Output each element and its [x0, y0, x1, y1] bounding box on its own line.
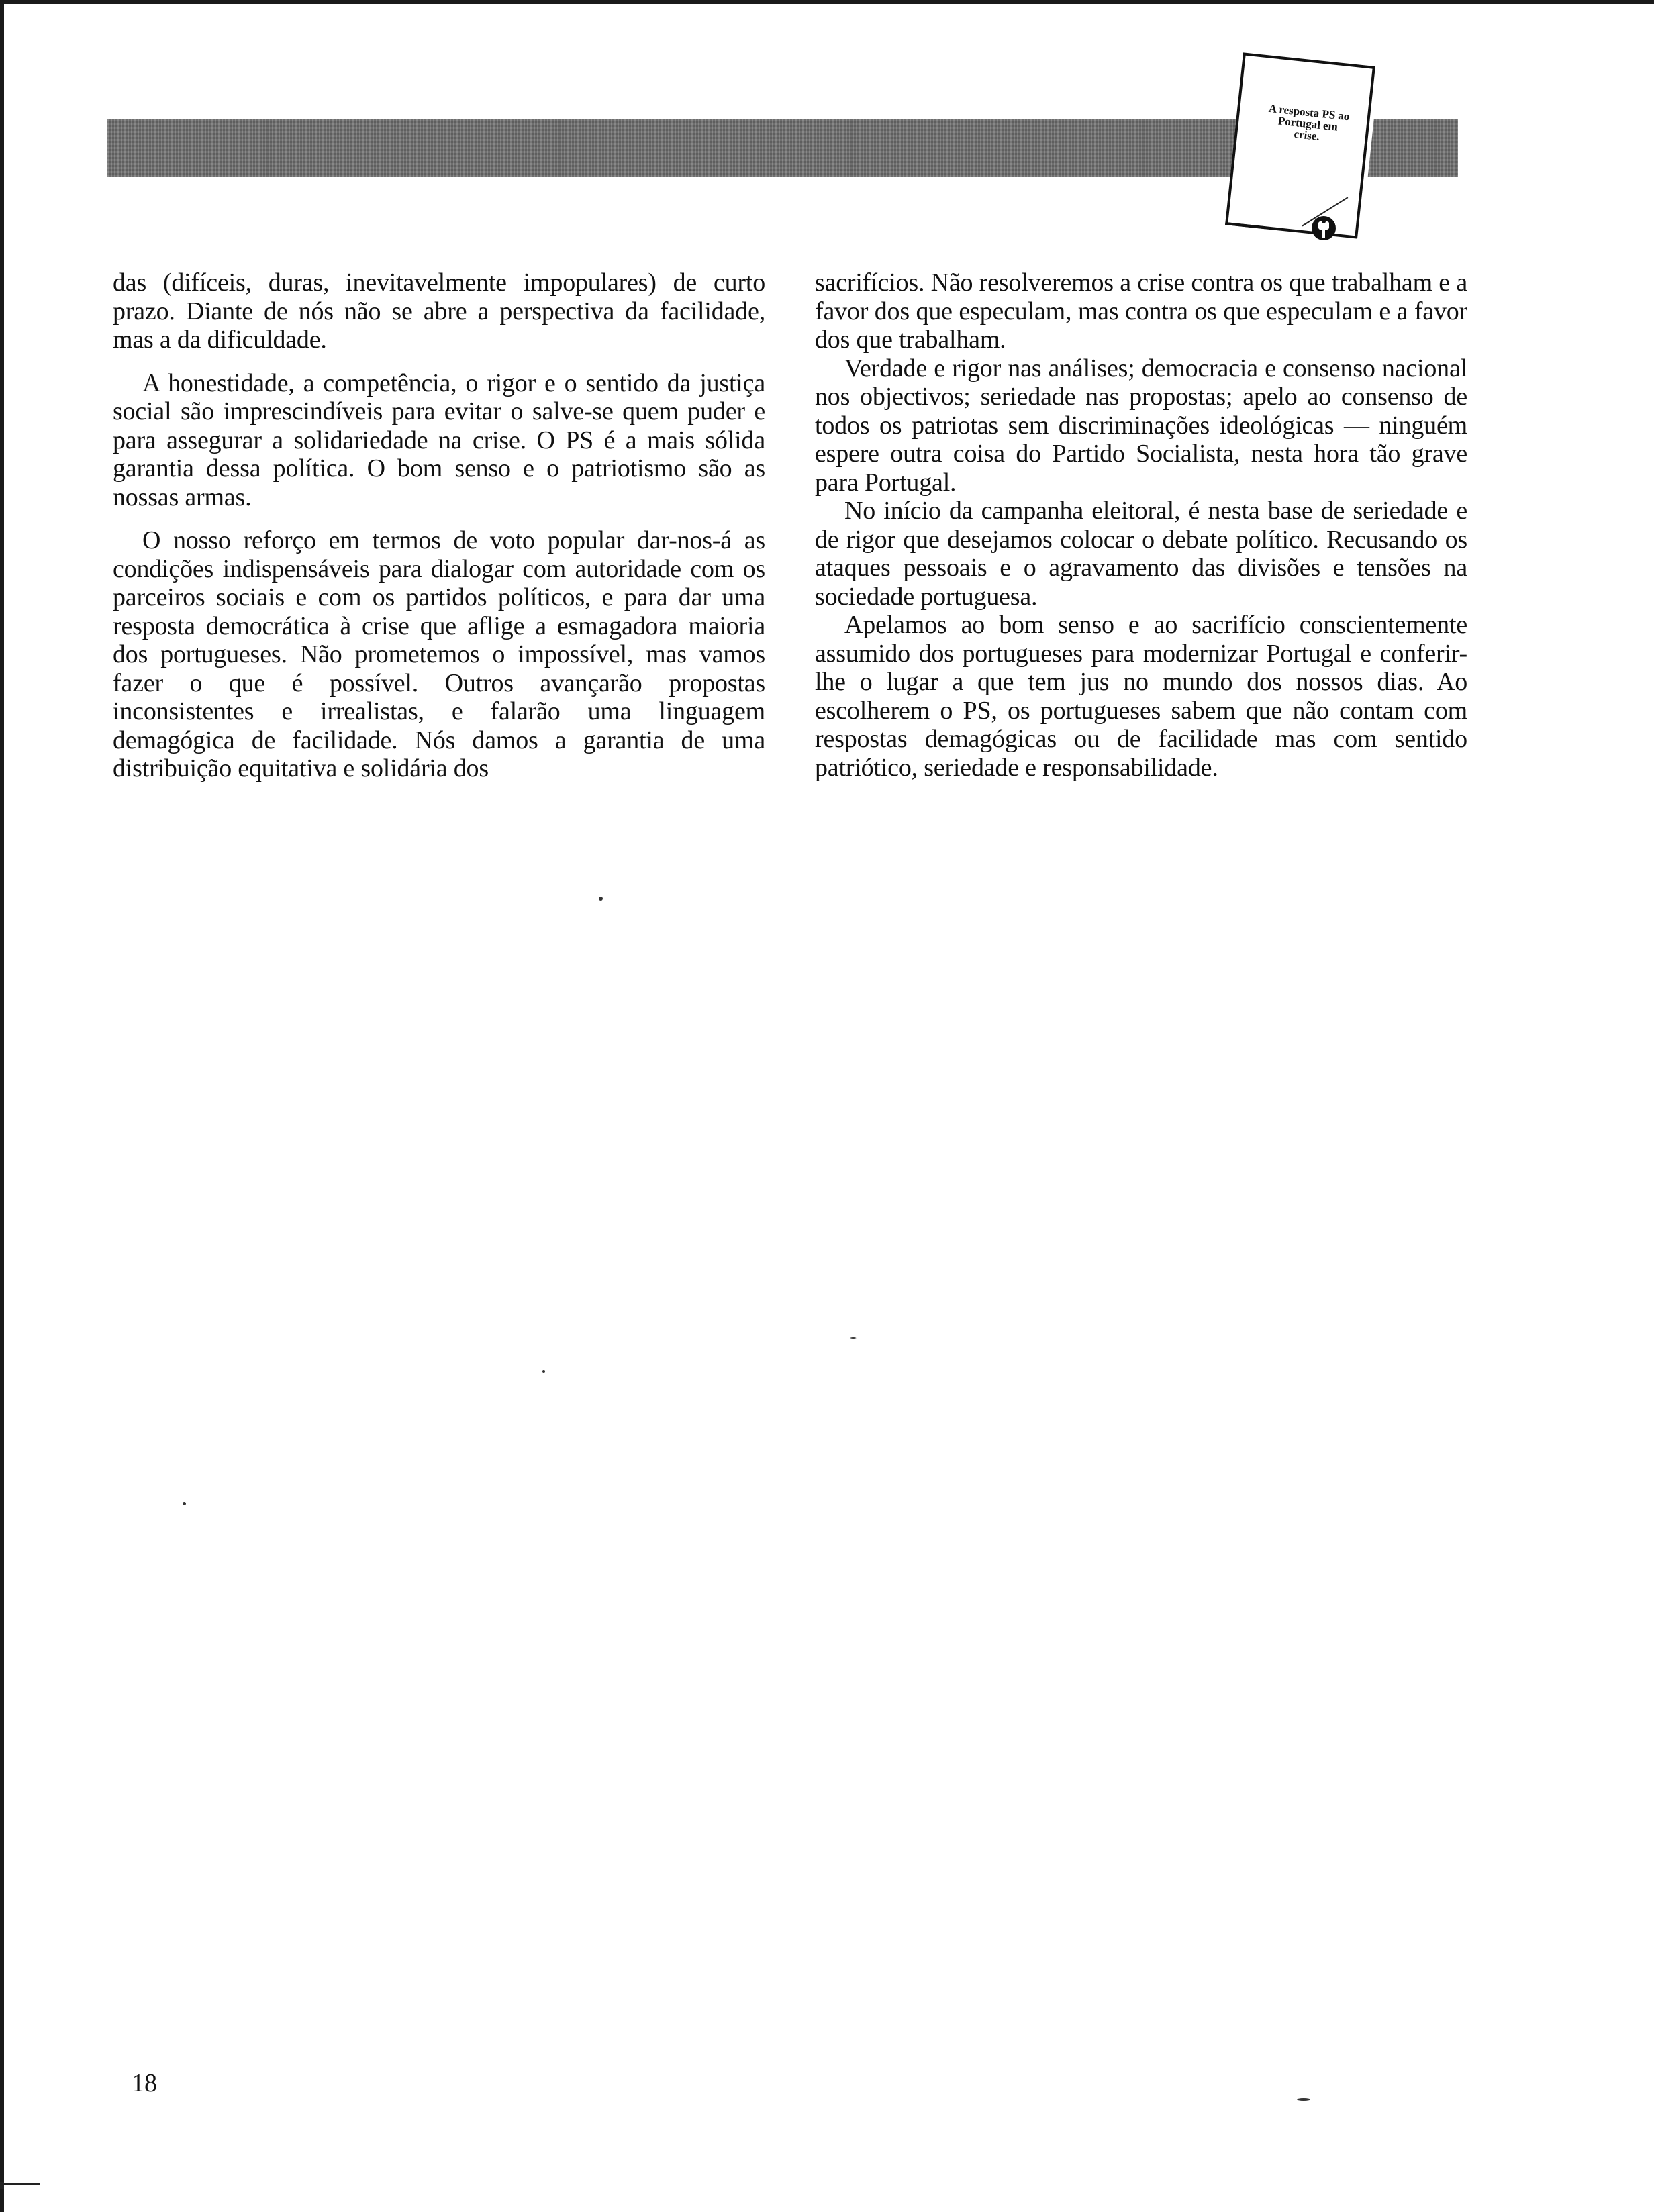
left-column [113, 268, 765, 783]
paragraph: No início da campanha eleitoral, é nesta base de seriedade e de rigor que desejamos colocar o debate político. Recusando os ataques pessoais e o agravamento das divisões e tensões na sociedade portuguesa. [815, 497, 1467, 611]
paragraph: Verdade e rigor nas análises; democracia e consenso nacional nos objectivos; seriedade nas propostas; apelo ao consenso de todos os patriotas sem discriminações ideológicas — ninguém espere outra coisa do Partido Socialista, nesta hora tão grave para Portugal. [815, 354, 1467, 497]
scan-speck [1297, 2098, 1310, 2101]
page-border-left [0, 0, 4, 2212]
scan-speck [850, 1337, 857, 1339]
corner-mark [0, 2180, 40, 2186]
paragraph: das (difíceis, duras, inevitavelmente impopulares) de curto prazo. Diante de nós não se abre a perspectiva da facilidade, mas a da dificuldade. [113, 268, 765, 354]
ps-campaign-logo [1225, 52, 1375, 238]
page-border-top [0, 0, 1654, 4]
ps-fist-rose-icon [1309, 213, 1339, 243]
page-number: 18 [132, 2069, 157, 2097]
paragraph: A honestidade, a competência, o rigor e o sentido da justiça social são imprescindíveis para evitar o salve-se quem puder e para assegurar a solidariedade na crise. O PS é a mais sólida garantia dessa política. O bom senso e o patriotismo são as nossas armas. [113, 368, 765, 511]
paragraph: sacrifícios. Não resolveremos a crise contra os que trabalham e a favor dos que especulam, mas contra os que especulam e a favor dos que trabalham. [815, 268, 1467, 354]
right-column [815, 268, 1467, 782]
scan-speck [542, 1370, 545, 1373]
scan-speck [183, 1502, 186, 1505]
paragraph: O nosso reforço em termos de voto popular dar-nos-á as condições indispensáveis para dialogar com autoridade com os parceiros sociais e com os partidos políticos, e para dar uma resposta democrática à crise que aflige a esmagadora maioria dos portugueses. Não prometemos o impossível, mas vamos fazer o que é possível. Outros avançarão propostas inconsistentes e irrealistas, e falarão uma linguagem demagógica de facilidade. Nós damos a garantia de uma distribuição equitativa e solidária dos [113, 526, 765, 783]
paragraph: Apelamos ao bom senso e ao sacrifício conscientemente assumido dos portugueses para modernizar Portugal e conferir-lhe o lugar a que tem jus no mundo dos nossos dias. Ao escolherem o PS, os portugueses sabem que não contam com respostas demagógicas ou de facilidade mas com sentido patriótico, seriedade e responsabilidade. [815, 611, 1467, 782]
scan-speck [599, 897, 603, 901]
logo-card-title: A resposta PS ao Portugal em crise. [1268, 101, 1351, 143]
corner-mark-icon [0, 2182, 40, 2189]
